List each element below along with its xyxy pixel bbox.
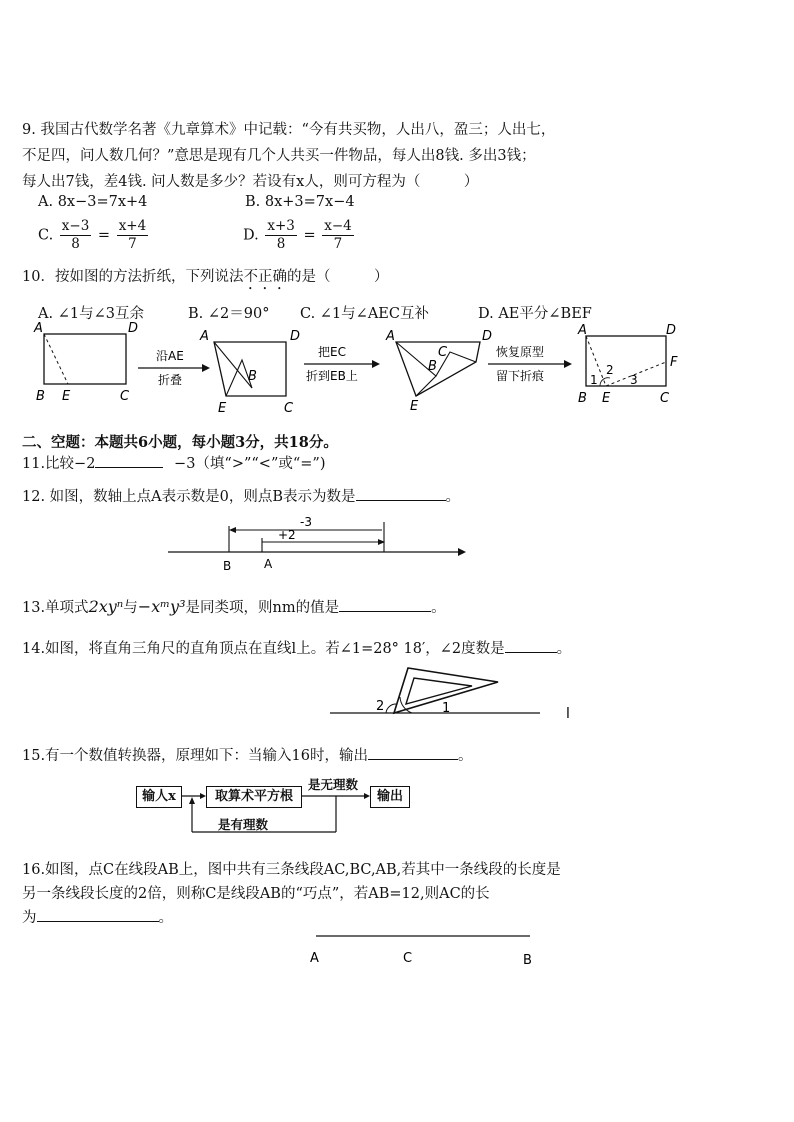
fig2-label-E: E bbox=[218, 401, 227, 416]
fig1-fold-line bbox=[44, 334, 68, 384]
step1-top: 沿AE bbox=[156, 349, 184, 363]
q12-number-line bbox=[160, 512, 470, 572]
flow-irrational-label: 是无理数 bbox=[308, 777, 359, 792]
fig4-angle-2: 2 bbox=[606, 363, 614, 377]
arrow-2 bbox=[372, 360, 380, 368]
q9-option-c: C. $\frac{x-3}{8}$ = $\frac{x+4}{7}$ bbox=[38, 218, 147, 252]
step2-top: 把EC bbox=[318, 345, 346, 359]
fig2-label-D: D bbox=[290, 329, 301, 344]
q10-stem: 10．按如图的方法折纸，下列说法不正确的是（ ） bbox=[22, 269, 389, 285]
q15-answer-blank[interactable] bbox=[368, 759, 458, 760]
fig1-label-E: E bbox=[62, 389, 71, 404]
q14-triangle-figure bbox=[326, 660, 586, 722]
q10-folding-figure bbox=[30, 322, 690, 417]
fig4-label-B: B bbox=[578, 391, 587, 406]
fig4-label-A: A bbox=[578, 323, 587, 338]
q13-stem: 13.单项式2xyⁿ与−xᵐy³是同类项，则nm的值是 。 bbox=[22, 597, 446, 616]
q16-line2: 另一条线段长度的2倍，则称C是线段AB的“巧点”，若AB=12,则AC的长 bbox=[22, 886, 490, 902]
q15-stem: 15.有一个数值转换器，原理如下：当输入16时，输出 。 bbox=[22, 748, 473, 764]
label-C: C bbox=[403, 951, 413, 966]
fig3-label-D: D bbox=[482, 329, 493, 344]
q11: 11.比较−2 −3（填“>”“<”或“=”) bbox=[22, 456, 326, 472]
q12-answer-blank[interactable] bbox=[356, 500, 446, 501]
q11-answer-blank[interactable] bbox=[95, 467, 163, 468]
fig4-label-D: D bbox=[666, 323, 677, 338]
q9-line2: 不足四，问人数几何？”意思是现有几个人共买一件物品，每人出8钱. 多出3钱； bbox=[22, 148, 536, 164]
step1-bottom: 折叠 bbox=[158, 373, 183, 387]
flow-output-box: 输出 bbox=[370, 786, 410, 808]
angle-2-label: 2 bbox=[376, 699, 385, 714]
q10-option-a: A. ∠1与∠3互余 bbox=[38, 306, 144, 322]
step3-top: 恢复原型 bbox=[496, 345, 545, 359]
q16-line1: 16.如图，点C在线段AB上，图中共有三条线段AC,BC,AB,若其中一条线段的长度是 bbox=[22, 862, 561, 878]
section2-heading: 二、空题：本题共6小题，每小题3分，共18分。 bbox=[22, 434, 338, 451]
q10-option-d: D. AE平分∠BEF bbox=[478, 306, 592, 322]
fig1-rectangle bbox=[44, 334, 126, 384]
fig1-label-B: B bbox=[36, 389, 45, 404]
q16-line3: 为 。 bbox=[22, 910, 173, 926]
q12-stem: 12. 如图，数轴上点A表示数是0，则点B表示为数是 。 bbox=[22, 489, 461, 505]
fig4-label-F: F bbox=[670, 355, 678, 370]
fig1-label-D: D bbox=[128, 322, 139, 336]
flow-input-box: 输人x bbox=[136, 786, 182, 808]
flow-process-box: 取算术平方根 bbox=[206, 786, 302, 808]
q10-option-b: B. ∠2＝90° bbox=[188, 306, 270, 322]
step3-bottom: 留下折痕 bbox=[496, 369, 545, 383]
arrow-1 bbox=[202, 364, 210, 372]
q16-segment-figure bbox=[300, 926, 550, 976]
angle-1-label: 1 bbox=[442, 701, 451, 716]
fig3-label-B: B bbox=[428, 359, 437, 374]
label-minus3: -3 bbox=[300, 515, 312, 529]
line-l-label: l bbox=[566, 706, 570, 722]
q9-option-d: D. $\frac{x+3}{8}$ = $\frac{x-4}{7}$ bbox=[243, 218, 352, 252]
fig1-label-A: A bbox=[34, 322, 43, 336]
label-A: A bbox=[310, 951, 319, 966]
q9-option-a: A. 8x−3=7x+4 bbox=[38, 194, 148, 210]
fig4-label-C: C bbox=[660, 391, 670, 406]
q9-line3: 每人出7钱，差4钱. 问人数是多少？若设有x人，则可方程为（ ） bbox=[22, 174, 479, 190]
fig4-rectangle bbox=[586, 336, 666, 386]
fig2-label-C: C bbox=[284, 401, 294, 416]
fig3-label-C: C bbox=[438, 345, 448, 360]
fig3-label-A: A bbox=[386, 329, 395, 344]
q13-answer-blank[interactable] bbox=[339, 611, 431, 612]
fig4-label-E: E bbox=[602, 391, 611, 406]
q14-stem: 14.如图，将直角三角尺的直角顶点在直线l上。若∠1=28° 18′，∠2度数是 。 bbox=[22, 641, 572, 657]
q14-answer-blank[interactable] bbox=[505, 652, 557, 653]
arrow-3 bbox=[564, 360, 572, 368]
fig2-label-B: B bbox=[248, 369, 257, 384]
fig3-label-E: E bbox=[410, 399, 419, 414]
number-line-arrow bbox=[458, 548, 466, 556]
q10-option-c: C. ∠1与∠AEC互补 bbox=[300, 306, 429, 322]
fig2-label-A: A bbox=[200, 329, 209, 344]
point-B-label: B bbox=[223, 559, 232, 572]
q9-option-b: B. 8x+3=7x−4 bbox=[245, 194, 355, 210]
fig1-label-C: C bbox=[120, 389, 130, 404]
point-A-label: A bbox=[264, 557, 273, 571]
fig4-angle-3: 3 bbox=[630, 373, 638, 387]
label-plus2: +2 bbox=[278, 528, 296, 542]
label-B: B bbox=[523, 953, 532, 968]
q9-line1: 9. 我国古代数学名著《九章算术》中记载：“今有共买物，人出八，盈三；人出七， bbox=[22, 122, 556, 138]
step2-bottom: 折到EB上 bbox=[306, 369, 358, 383]
fig4-angle-1: 1 bbox=[590, 373, 598, 387]
q16-answer-blank[interactable] bbox=[37, 921, 159, 922]
flow-rational-label: 是有理数 bbox=[218, 817, 269, 832]
